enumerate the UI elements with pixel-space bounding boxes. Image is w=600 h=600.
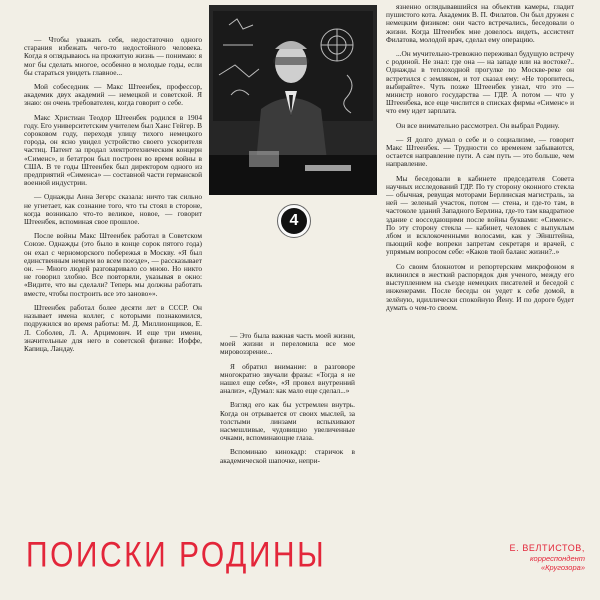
byline bbox=[450, 543, 585, 572]
article-paragraph: — Это была важная часть моей жизни, моей жизни и переломила все мое мировоззрение... bbox=[220, 332, 355, 357]
article-paragraph: Взгляд его как бы устремлен внутрь. Когда он отрывается от своих мыслей, за толстыми линзами вспыхивают насмешливые, чудовищно увеличенные очками, вспоминающие глаза. bbox=[220, 400, 355, 443]
record-number-label: 4 bbox=[281, 208, 307, 234]
byline-author: Е. ВЕЛТИСТОВ, bbox=[509, 543, 585, 553]
article-paragraph: Макс Христиан Теодор Штеенбек родился в 1904 году. Его университетским учителем был Ханс Гейгер. В сороковом году, переходя улицу тихого немецкого города, он ясно увидел устройство своего ускорителя частиц. Патент за продал электротехническим концерн «Сименс», и бетатрон был построен во время войны в США. В те годы Штеенбек был директором одного из предприятий «Сименса» — составной части германской военной индустрии. bbox=[24, 112, 202, 188]
article-paragraph: Штеенбек работал более десяти лет в СССР. Он называет имена коллег, с которыми познакомился, подружился во время работы: М. Д. Миллионщиков, Е. Л. Соболев, Л. А. Арцимович. И еще три имени, значительные для него в советской физике: Иоффе, Капица, Ландау. bbox=[24, 302, 202, 353]
article-paragraph: — Я долго думал о себе и о социализме, — говорит Макс Штеенбек. — Трудности со временем забываются, остается направление пути. А сам путь — это больше, чем направление. bbox=[386, 134, 574, 169]
byline-publication: «Кругозора» bbox=[540, 563, 585, 572]
article-paragraph: — Чтобы уважать себя, недостаточно одного старания избежать чего-то недостойного человека. Когда я оглядываюсь на прожитую жизнь — понимаю: я мог бы сделать многое, особенно в молодые годы, если бы стараться увидеть главное... bbox=[24, 36, 202, 77]
article-paragraph: язненно оглядывавшийся на объектив камеры, гладит пушистого кота. Академик В. П. Филатов. Он был дружен с немецким физиком: они часто встречались, беседовали о жизни. Когда Штеенбек мне довелось видеть, ассистент Филатова, молодой врач, сделал ему операцию. bbox=[386, 3, 574, 44]
article-paragraph: ...Он мучительно-тревожно переживал будущую встречу с родиной. Не знал: где она — на западе или на востоке?.. Однажды в теплоходной прогулке по Москве-реке он встретился с земляком, и тот сказал ему: «Не торопитесь, выбирайте». Чуть позже Штеенбек узнал, что это — министр нового государства — ГДР. А потом — что у Штеенбека, все еще числится в списках фирмы «Сименс» и что ему идет зарплата. bbox=[386, 49, 574, 116]
article-paragraph: Он все внимательно рассмотрел. Он выбрал Родину. bbox=[396, 120, 560, 130]
article-paragraph: — Однажды Анна Зегерс сказала: ничто так сильно не угнетает, как сознание того, что ты стоял в стороне, когда возникало что-то великое, новое, — говорит Штеенбек, вспоминая свое прошлое. bbox=[24, 192, 202, 227]
article-column-right bbox=[386, 3, 574, 487]
portrait-photo bbox=[209, 5, 377, 195]
article-column-left bbox=[24, 36, 202, 478]
article-paragraph: Я обратил внимание: в разговоре многократно звучали фразы: «Тогда я не нашел еще себя», «Я провел внутренний анализ», «Думал: как мало еще сделал...» bbox=[220, 361, 355, 396]
article-headline: ПОИСКИ РОДИНЫ bbox=[26, 535, 327, 575]
photo-illustration bbox=[209, 5, 377, 195]
article-paragraph: Мой собеседник — Макс Штеенбек, профессор, академик двух академий — немецкой и советской. Я знаю: он очень требователен, когда говорит о себе. bbox=[24, 82, 202, 108]
article-column-middle bbox=[220, 332, 355, 528]
article-paragraph: После войны Макс Штеенбек работал в Советском Союзе. Однажды (это было в конце сорок пятого года) он ехал с черноморского побережья в Москву. «Я был единственным немцем во всем поезде», — рассказывает он. — Много людей разговаривало со мною. Но никто не говорил злобно. Все повторяли, указывая в окно: «Видите, что вы сделали? Теперь мы должны работать вместе, чтобы построить все это заново»». bbox=[24, 231, 202, 298]
article-paragraph: Мы беседовали в кабинете председателя Совета научных исследований ГДР. По ту сторону оконного стекла — обычная, ревущая моторами Берлинская магистраль, за ней — зеленый участок, потом — стена, и где-то там, в частоколе зданий Западного Берлина, где-то там квадратное здание с восседающими после войны буквами: «Сименс». По эту сторону стекла — кабинет, человек с выпуклым лбом и всклокоченными волосами, как у Эйнштейна, пьющий кофе вопреки запретам секретаря и врачей, с упрямым вопросом себе: «Каков твой баланс жизни?..» bbox=[386, 173, 574, 257]
article-paragraph: Со своим блокнотом и репортерским микрофоном я вклинился в жесткий распорядок дня ученого, между его выступлением на съезде немецких писателей и беседой с инженерами. После беседы он уедет к себе домой, в зелёную, идиллически спокойную Йену. И по дороге будет думать о чем-то своем. bbox=[386, 261, 574, 312]
article-paragraph: Вспоминаю кинокадр: старичок в академической шапочке, непри- bbox=[220, 447, 355, 465]
byline-role: корреспондент bbox=[529, 554, 585, 563]
